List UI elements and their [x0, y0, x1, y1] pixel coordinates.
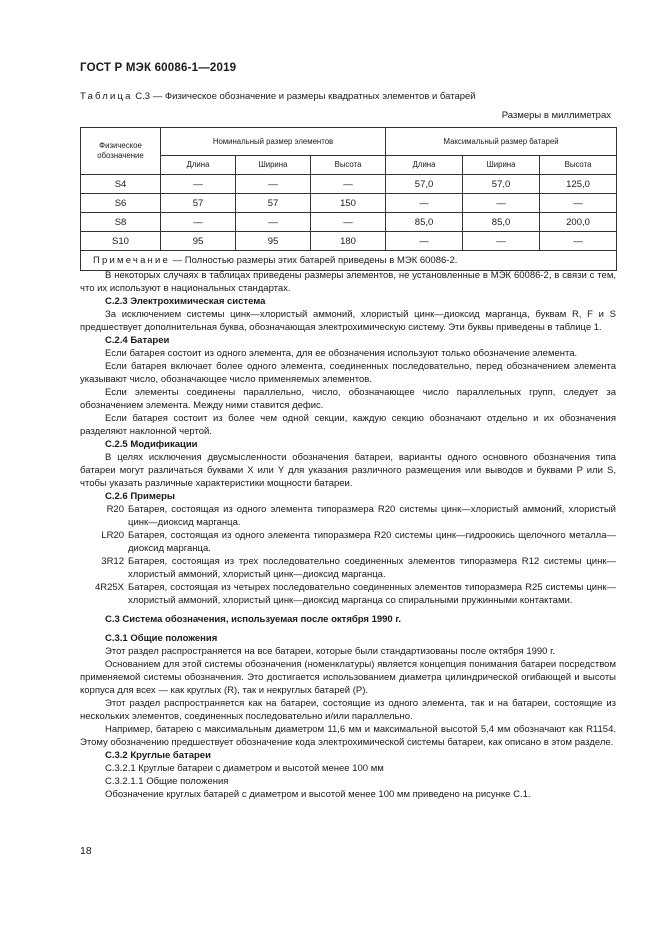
example-text: Батарея, состоящая из четырех последовательно соединенных элементов типоразмера R25 системы цинк—хлористый аммоний, хлористый цинк—диоксид марганца со спиральными пружинными контактами.	[128, 582, 616, 606]
table-cell: 57,0	[386, 175, 463, 194]
table-row	[81, 213, 617, 232]
example-item	[80, 581, 616, 607]
table-cell: 180	[311, 232, 386, 251]
section-heading-c25: C.2.5 Модификации	[105, 439, 198, 450]
example-item	[80, 503, 616, 529]
paragraph: Обозначение круглых батарей с диаметром и высотой менее 100 мм приведено на рисунке C.1.	[105, 789, 531, 800]
section-heading-c31: C.3.1 Общие положения	[105, 633, 218, 644]
document-body	[80, 269, 616, 801]
section-heading-c3: C.3 Система обозначения, используемая после октября 1990 г.	[105, 614, 402, 625]
example-code: LR20	[101, 530, 124, 541]
paragraph: C.3.2.1 Круглые батареи с диаметром и высотой менее 100 мм	[105, 763, 384, 774]
table-row	[81, 232, 617, 251]
table-caption-text: C.3 — Физическое обозначение и размеры квадратных элементов и батарей	[135, 91, 476, 102]
table-cell: 85,0	[386, 213, 463, 232]
table-cell: 95	[236, 232, 311, 251]
table-cell: S4	[81, 175, 161, 194]
table-header-row	[81, 128, 617, 156]
section-heading-c26: C.2.6 Примеры	[105, 491, 176, 502]
table-cell: —	[236, 175, 311, 194]
battery-dimensions-table	[80, 127, 617, 271]
table-cell: —	[463, 194, 540, 213]
paragraph: C.3.2.1.1 Общие положения	[105, 776, 229, 787]
table-units: Размеры в миллиметрах	[501, 110, 611, 121]
col-header-nominal: Номинальный размер элементов	[161, 128, 386, 156]
document-header: ГОСТ Р МЭК 60086-1—2019	[80, 62, 237, 74]
table-cell: S6	[81, 194, 161, 213]
table-cell: —	[311, 175, 386, 194]
note-label: Примечание	[93, 255, 170, 266]
table-cell: —	[386, 194, 463, 213]
table-cell: —	[161, 213, 236, 232]
table-note	[81, 251, 617, 271]
sub-header: Высота	[311, 156, 386, 175]
table-cell: 125,0	[540, 175, 617, 194]
table-row	[81, 194, 617, 213]
table-cell: —	[386, 232, 463, 251]
table-cell: —	[236, 213, 311, 232]
table-cell: 57,0	[463, 175, 540, 194]
example-text: Батарея, состоящая из одного элемента типоразмера R20 системы цинк—хлористый аммоний, хлористый цинк—диоксид марганца.	[128, 504, 616, 528]
sub-header: Длина	[161, 156, 236, 175]
table-cell: 200,0	[540, 213, 617, 232]
table-cell: 57	[161, 194, 236, 213]
example-code: 4R25X	[94, 582, 124, 593]
table-cell: 85,0	[463, 213, 540, 232]
paragraph: В некоторых случаях в таблицах приведены размеры элементов, не установленные в МЭК 60086-2, в связи с тем, что их используют в национальных стандартах.	[80, 270, 616, 294]
table-cell: S10	[81, 232, 161, 251]
paragraph: Если батарея состоит из одного элемента, для ее обозначения используют только обозначение элемента.	[105, 348, 578, 359]
paragraph: Если батарея состоит из более чем одной секции, каждую секцию обозначают отдельно и их обозначения разделяют наклонной чертой.	[80, 413, 616, 437]
table-cell: 57	[236, 194, 311, 213]
table-caption	[80, 91, 476, 102]
col-header-max: Максимальный размер батарей	[386, 128, 617, 156]
table-subheader-row	[81, 156, 617, 175]
example-item	[80, 555, 616, 581]
section-heading-c23: C.2.3 Электрохимическая система	[105, 296, 266, 307]
section-heading-c24: C.2.4 Батареи	[105, 335, 170, 346]
table-cell: 150	[311, 194, 386, 213]
table-note-row	[81, 251, 617, 271]
table-cell: —	[540, 232, 617, 251]
table-cell: —	[540, 194, 617, 213]
sub-header: Длина	[386, 156, 463, 175]
sub-header: Высота	[540, 156, 617, 175]
table-row	[81, 175, 617, 194]
table-cell: —	[161, 175, 236, 194]
example-code: R20	[106, 504, 124, 515]
example-text: Батарея, состоящая из одного элемента типоразмера R20 системы цинк—гидроокись щелочного металла—диоксид марганца.	[128, 530, 616, 554]
paragraph: Этот раздел распространяется как на батареи, состоящие из одного элемента, так и на батареи, состоящие из нескольких элементов, соединенных последовательно и/или параллельно.	[80, 698, 616, 722]
example-code: 3R12	[101, 556, 124, 567]
table-caption-label: Таблица	[80, 91, 133, 102]
paragraph: Основанием для этой системы обозначения (номенклатуры) является концепция понимания батареи посредством применяемой системы обозначения. Это достигается использованием диаметра цилиндрической огибающей и высоты корпуса для всех — как круглых (R), так и некруглых батарей (P).	[80, 659, 616, 696]
table-cell: —	[311, 213, 386, 232]
col-header-designation: Физическое обозначение	[81, 128, 161, 175]
page-number: 18	[80, 845, 92, 857]
table-cell: 95	[161, 232, 236, 251]
paragraph: За исключением системы цинк—хлористый аммоний, хлористый цинк—диоксид марганца, буквам R, F и S предшествует дополнительная буква, обозначающая электрохимическую систему. Эти буквы приведены в таблице 1.	[80, 309, 616, 333]
paragraph: Этот раздел распространяется на все батареи, которые были стандартизованы после октября 1990 г.	[105, 646, 556, 657]
sub-header: Ширина	[463, 156, 540, 175]
paragraph: Если элементы соединены параллельно, число, обозначающее число параллельных групп, следует за обозначением элемента. Между ними ставится дефис.	[80, 387, 616, 411]
note-text: — Полностью размеры этих батарей приведены в МЭК 60086-2.	[172, 255, 458, 266]
table-cell: S8	[81, 213, 161, 232]
paragraph: Если батарея включает более одного элемента, соединенных последовательно, перед обозначением элемента указывают число, обозначающее число применяемых элементов.	[80, 361, 616, 385]
example-text: Батарея, состоящая из трех последовательно соединенных элементов типоразмера R12 системы цинк—хлористый аммоний, хлористый цинк—диоксид марганца.	[128, 556, 616, 580]
example-item	[80, 529, 616, 555]
sub-header: Ширина	[236, 156, 311, 175]
paragraph: Например, батарею с максимальным диаметром 11,6 мм и максимальной высотой 5,4 мм обозначают как R1154. Этому обозначению предшествует обозначение кода электрохимической системы батареи, как описано в этом разделе.	[80, 724, 616, 748]
section-heading-c32: C.3.2 Круглые батареи	[105, 750, 211, 761]
paragraph: В целях исключения двусмысленности обозначения батареи, варианты одного основного обозначения типа батареи могут различаться буквами X или Y для указания различного размещения или выводов и буквами P или S, чтобы указать различные характеристики мощности батареи.	[80, 452, 616, 489]
table-cell: —	[463, 232, 540, 251]
